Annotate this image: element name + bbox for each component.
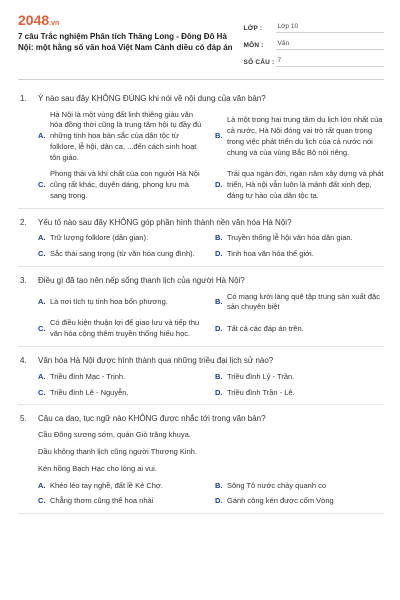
option-text: Triều đình Mạc - Trịnh. xyxy=(50,371,126,381)
question-number: 1. xyxy=(20,94,27,103)
answer-options xyxy=(18,372,384,399)
option-b[interactable] xyxy=(215,292,384,314)
option-c[interactable] xyxy=(38,318,207,340)
meta-label: MÔN : xyxy=(243,41,264,49)
answer-options xyxy=(18,292,384,341)
question-text: Văn hóa Hà Nội được hình thành qua những triều đại lịch sử nào? xyxy=(38,356,274,366)
question-number: 4. xyxy=(20,356,27,366)
option-b[interactable] xyxy=(215,110,384,164)
option-b[interactable] xyxy=(215,233,384,244)
option-key: A. xyxy=(38,233,46,243)
option-text: Chẳng thơm cũng thể hoa nhài xyxy=(50,496,154,506)
meta-count-row xyxy=(244,50,384,67)
meta-class-row xyxy=(244,16,384,33)
option-key: C. xyxy=(38,323,46,333)
question-header xyxy=(18,93,384,105)
option-key: C. xyxy=(38,249,46,259)
option-a[interactable] xyxy=(38,233,207,244)
option-text: Triều đình Trần - Lê. xyxy=(227,387,295,397)
question-header xyxy=(18,355,384,367)
question-text: Câu ca dao, tục ngữ nào KHÔNG được nhắc tới trong văn bản? xyxy=(38,414,266,424)
option-key: B. xyxy=(215,296,223,306)
question-header xyxy=(18,413,384,425)
answer-options xyxy=(18,233,384,260)
option-key: D. xyxy=(215,496,223,506)
site-logo[interactable] xyxy=(18,12,244,29)
meta-value-subject: Văn xyxy=(276,39,384,50)
verse-line: Cầu Đông sương sớm, quán Giò trăng khuya. xyxy=(38,429,191,439)
answer-options xyxy=(18,110,384,202)
option-key: C. xyxy=(38,496,46,506)
option-text: Hà Nội là một vùng đất linh thiêng giàu văn hóa đồng thời cũng là trung tâm hội tụ đầy đủ những tinh hoa bản sắc của dân tộc từ folklore, lễ hội, dân ca, ...đến cách sinh hoạt tôn giáo. xyxy=(50,109,202,163)
answer-options xyxy=(18,481,384,508)
option-c[interactable] xyxy=(38,169,207,202)
option-key: A. xyxy=(38,131,46,141)
question-number: 2. xyxy=(20,217,27,227)
meta-value-count: 7 xyxy=(276,56,384,67)
option-c[interactable] xyxy=(38,388,207,399)
option-b[interactable] xyxy=(215,372,384,383)
option-key: D. xyxy=(215,249,223,259)
option-b[interactable] xyxy=(215,481,384,492)
option-c[interactable] xyxy=(38,249,207,260)
option-key: B. xyxy=(215,480,223,490)
verse-line: Kén hồng Bạch Hạc cho lòng ai vui. xyxy=(38,463,157,473)
question-5 xyxy=(18,405,384,514)
meta-label: LỚP : xyxy=(243,24,263,32)
option-a[interactable] xyxy=(38,372,207,383)
worksheet-header xyxy=(18,12,384,80)
option-text: Truyền thống lễ hội văn hóa dân gian. xyxy=(227,233,353,243)
question-text: Ý nào sau đây KHÔNG ĐÚNG khi nói về nội dung của văn bản? xyxy=(38,94,266,103)
option-d[interactable] xyxy=(215,318,384,340)
verse-line: Dầu không thanh lịch cũng người Thượng Kinh. xyxy=(38,446,198,456)
option-text: Gánh công kén được cốm Vòng xyxy=(227,496,334,506)
header-left xyxy=(18,12,244,67)
option-d[interactable] xyxy=(215,249,384,260)
option-text: Triều đình Lý - Trần. xyxy=(227,371,295,381)
question-text: Điều gì đã tạo nên nếp sống thanh lịch của người Hà Nội? xyxy=(38,275,245,285)
option-key: C. xyxy=(38,179,46,189)
option-text: Trữ lượng folklore (dân gian). xyxy=(50,233,149,243)
option-text: Sông Tô nước chảy quanh co xyxy=(227,480,327,490)
option-key: B. xyxy=(215,233,223,243)
option-a[interactable] xyxy=(38,110,207,164)
option-c[interactable] xyxy=(38,496,207,507)
option-d[interactable] xyxy=(215,496,384,507)
option-text: Có mạng lưới làng quê tập trung sản xuất đặc sản chuyên biệt xyxy=(227,291,380,312)
option-text: Sắc thái sang trọng (từ văn hóa cung đình). xyxy=(50,249,195,259)
option-d[interactable] xyxy=(215,388,384,399)
option-text: Trải qua ngàn đời, ngàn năm xây dựng và phát triển, Hà nội vẫn luôn là mảnh đất xinh đẹp, đáng tự hào của dân tộc ta. xyxy=(227,168,384,200)
question-number: 3. xyxy=(20,275,27,285)
option-key: B. xyxy=(215,131,223,141)
option-key: C. xyxy=(38,387,46,397)
question-text: Yếu tố nào sau đây KHÔNG góp phần hình thành nền văn hóa Hà Nội? xyxy=(38,217,292,227)
option-a[interactable] xyxy=(38,481,207,492)
question-number: 5. xyxy=(20,414,27,424)
meta-fields xyxy=(244,12,384,67)
logo-suffix: .vn xyxy=(49,20,60,27)
meta-subject-row xyxy=(244,33,384,50)
meta-value-class: Lớp 10 xyxy=(276,22,384,33)
option-a[interactable] xyxy=(38,292,207,314)
option-text: Là nơi tích tụ tinh hoa bốn phương. xyxy=(50,296,168,306)
option-d[interactable] xyxy=(215,169,384,202)
option-key: A. xyxy=(38,480,46,490)
option-key: D. xyxy=(215,323,223,333)
option-text: Tinh hoa văn hóa thế giới. xyxy=(227,249,314,259)
question-header xyxy=(18,217,384,229)
option-key: D. xyxy=(215,179,223,189)
question-header xyxy=(18,275,384,287)
logo-main: 2048 xyxy=(18,12,50,28)
option-text: Là một trong hai trung tâm du lịch lớn nhất của cả nước, Hà Nội đóng vai trò rất quan trọng trong việc phát triển du lịch của cả nước nói chung và của vùng Bắc Bộ nói riêng. xyxy=(227,115,383,157)
option-text: Có điều kiện thuận lợi để giao lưu và tiếp thu văn hóa cộng thêm truyền thống hiếu học. xyxy=(50,318,200,339)
question-4 xyxy=(18,347,384,405)
option-key: D. xyxy=(215,387,223,397)
question-list xyxy=(18,85,384,514)
option-text: Phong thái và khí chất của con người Hà Nội cũng rất khác, duyên dáng, phong lưu mà sang trọng. xyxy=(50,168,200,200)
question-2 xyxy=(18,209,384,267)
option-text: Tất cả các đáp án trên. xyxy=(227,323,304,333)
option-key: A. xyxy=(38,371,46,381)
document-title: 7 câu Trắc nghiệm Phân tích Thăng Long - Đông Đô Hà Nội: một hằng số văn hoá Việt Nam Cánh diều có đáp án xyxy=(18,31,233,52)
option-text: Triều đình Lê - Nguyễn. xyxy=(50,387,129,397)
option-key: A. xyxy=(38,296,46,306)
question-3 xyxy=(18,267,384,347)
option-key: B. xyxy=(215,371,223,381)
question-1 xyxy=(18,85,384,209)
option-text: Khéo léo tay nghề, đất lề Kẻ Chợ. xyxy=(50,480,163,490)
meta-label: SỐ CÂU : xyxy=(243,58,275,66)
